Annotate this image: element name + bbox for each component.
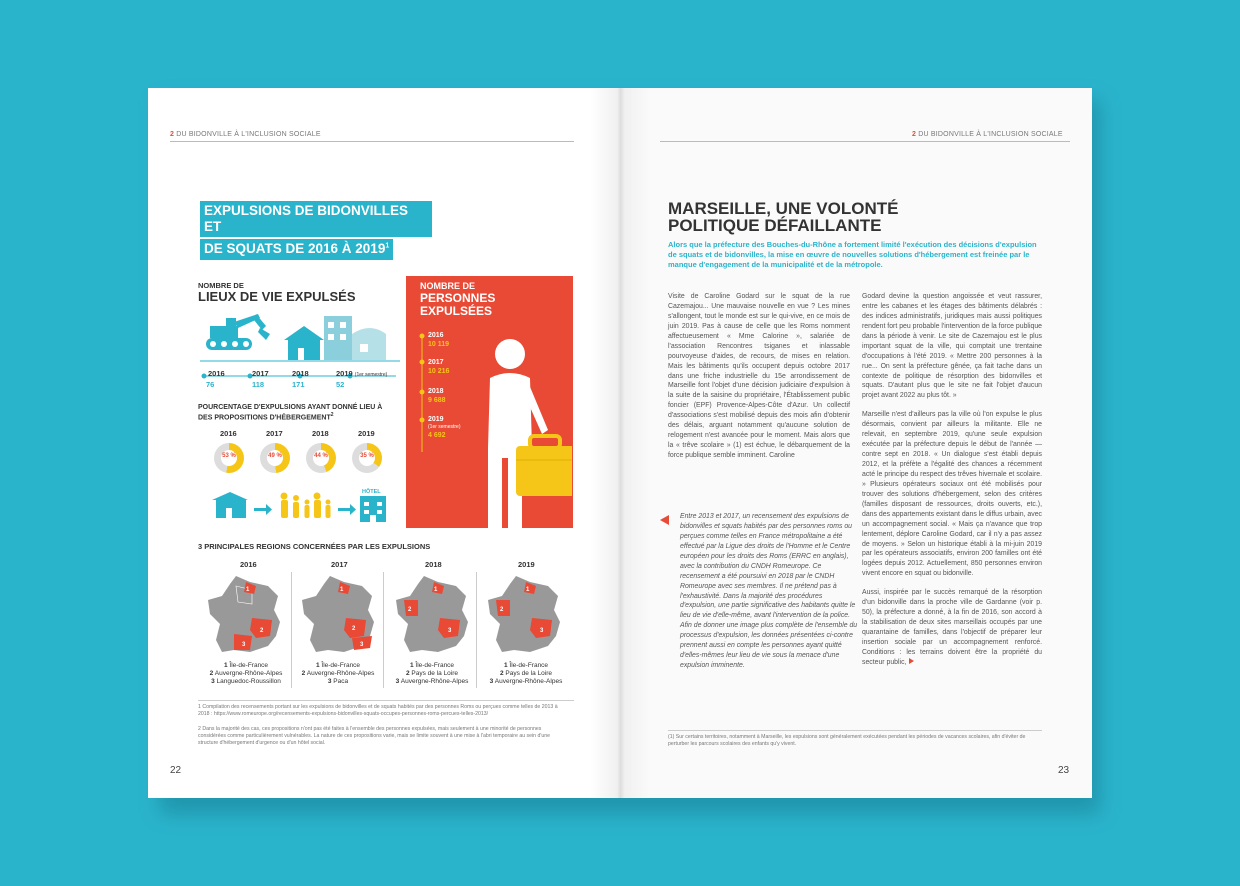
demolition-illustration [200,310,400,362]
person-with-suitcase-icon [472,338,572,528]
personnes-year: 2018 [428,388,444,395]
donut-year: 2017 [266,429,283,438]
map-regions-list: 1 Île-de-France 2 Pays de la Loire 3 Auvergne-Rhône-Alpes [395,662,469,685]
footnote-1: 1 Compilation des recensements portant sur les expulsions de bidonvilles et de squats habités par des personnes Roms ou perçues comme telles de 2013 à 2018 : https://www.romeurope.org/recensements-expulsions-bidonvilles-squats-occupes-personnes-roms-percues-telles-2013/ [198,704,558,718]
personnes-value: 10 119 [428,341,450,348]
map-year: 2017 [331,560,348,569]
chapter-title: DU BIDONVILLE À L'INCLUSION SOCIALE [176,131,321,138]
regions-title: 3 PRINCIPALES REGIONS CONCERNÉES PAR LES EXPULSIONS [198,542,431,551]
timeline-year: 2018 [292,369,309,378]
france-map-2019 [486,574,566,656]
title-line-2: POLITIQUE DÉFAILLANTE [668,216,882,235]
header-rule [660,141,1070,142]
paragraph: Marseille n'est d'ailleurs pas la ville où l'on expulse le plus désormais, convient par ailleurs la militante. Elle ne relevait, en septembre 2019, qu'une seule expulsion exécutée par la préfecture depuis le début de l'année — contre sept en 2018. « Un dialogue s'est établi depuis 2012, et la préfète a l'égalité des chances a récemment acté le principe du respect des trêves hivernale et scolaire. » Plusieurs opérateurs sociaux ont été mobilisés pour trouver des solutions d'hébergement, selon des critères (familles disposant de ressources, droits ouverts, etc.), dans des appartements existant dans le diffus urbain, avec un accompagnement social. « Mais ça n'avance que trop lentement, déplore Caroline Godard, car il n'y a pas assez de moyens. » Selon un historique établi à la mi-juin 2019 par les opérateurs associatifs, environ 200 familles ont été logées depuis 2012. Actuellement, 850 personnes environ vivent encore en squat ou bidonville. [862,411,1042,578]
paragraph: Godard devine la question angoissée et veut rassurer, entre les cabanes et les étages des bâtiments délabrés : des indices administratifs, juridiques mais aussi politiques rendent fort peu probable l'intervention de la force publique dans la période à venir. Le site de Cazemajou est le plus important squat de la ville, qui comptait une trentaine d'occupations à l'été 2019. « Mettre 200 personnes à la rue... On sent la préfecture gênée, ça fait tache dans un contexte de politique de résorption des bidonvilles et squats. D'autant plus que le site ne fait l'objet d'aucun projet avant 2022 au plus tôt. » [862,293,1042,400]
article-column-2 [862,292,1042,677]
personnes-year: 2016 [428,332,444,339]
excavator-icon [206,314,270,350]
shack-icon [212,492,248,518]
lieux-label-small: NOMBRE DE [198,281,244,290]
svg-text:3: 3 [540,628,544,634]
personnes-note: (1er semestre) [428,424,461,430]
paragraph: Visite de Caroline Godard sur le squat de la rue Cazemajou... Une mauvaise nouvelle en vue ? Les mines s'allongent, tout le monde est sur le qui-vive, en ce mois de juin 2019. Pas à cause de celle que les Roms nomment affectueusement « Mme Calorine », salariée de l'association Rencontres tsiganes et inlassable pourvoyeuse d'aides, de recours, de mises en relation. Mais les bâtiments qu'ils occupent depuis octobre 2017 dans une friche industrielle du 15e arrondissement de Marseille font l'objet d'une décision judiciaire d'expulsion à la suite de la saisine du propriétaire, l'Établissement public foncier (EPF) Provence-Alpes-Côte d'Azur. Un collectif d'associations s'est mobilisé depuis des mois afin d'obtenir des délais, arguant notamment qu'aucune solution de relogement n'est avancée pour le moment. Mais alors que la « trêve scolaire » (1) est échue, le débarquement de la force publique semble imminent. Caroline [668,293,850,459]
svg-text:1: 1 [434,587,438,593]
map-regions-list: 1 Île-de-France 2 Pays de la Loire 3 Auvergne-Rhône-Alpes [489,662,563,685]
timeline-year: 2017 [252,369,269,378]
personnes-label-big: PERSONNES EXPULSÉES [420,291,496,319]
quote-marker-icon [660,515,669,525]
article-lead: Alors que la préfecture des Bouches-du-Rhône a fortement limité l'exécution des décisions d'expulsion de squats et de bidonvilles, la mise en œuvre de nouvelles solutions d'hébergement est freinée par le manque d'engagement de la municipalité et de la métropole. [668,240,1037,270]
svg-text:2: 2 [352,626,356,632]
svg-text:2: 2 [408,607,412,613]
svg-text:3: 3 [360,642,364,648]
donut-chart: 53 % [214,443,244,473]
lieux-label-big: LIEUX DE VIE EXPULSÉS [198,289,356,304]
personnes-year: 2019 [428,416,444,423]
svg-text:1: 1 [526,587,530,593]
page-number: 23 [1058,765,1070,776]
donut-chart: 35 % [352,443,382,473]
continue-arrow-icon [909,658,914,664]
left-page [148,88,620,798]
infographic-title [200,201,432,262]
svg-text:1: 1 [246,587,250,593]
paragraph: Aussi, inspirée par le succès remarqué de la résorption d'un bidonville dans la proche ville de Gardanne (voir p. 50), la préfecture a donné, à la fin de 2016, son accord à la stabilisation de deux sites marseillais occupés par une quarantaine de familles, dans l'objectif de préparer leur insertion sociale par un accompagnement renforcé. Conditions : les terrains doivent être la propriété du secteur public, [862,589,1042,666]
article-column-1 [668,292,850,470]
header-rule [170,141,574,142]
page-header [912,131,1063,138]
donut-year: 2016 [220,429,237,438]
map-regions-list: 1 Île-de-France 2 Auvergne-Rhône-Alpes 3 Languedoc-Roussillon [209,662,283,685]
personnes-year: 2017 [428,359,444,366]
map-regions-list: 1 Île-de-France 2 Auvergne-Rhône-Alpes 3 Paca [301,662,375,685]
footnote: (1) Sur certains territoires, notamment à Marseille, les expulsions sont généralement exécutées pendant les périodes de vacances scolaires, afin d'éviter de perturber les parcours scolaires des enfants qu'y vivent. [668,734,1026,748]
france-map-2018 [394,574,474,656]
donut-chart: 44 % [306,443,336,473]
chapter-number: 2 [912,131,917,138]
hotel-sign: HÔTEL [362,489,381,495]
title-line-1: MARSEILLE, UNE VOLONTÉ [668,199,899,218]
timeline-year: 2016 [208,369,225,378]
article-title [668,200,898,234]
page-number: 22 [170,765,182,776]
footnote-rule [198,700,574,701]
footnote-2: 2 Dans la majorité des cas, ces propositions n'ont pas été faites à l'ensemble des personnes expulsées, mais seulement à une minorité de personnes considérées comme particulièrement vulnérables. La nature de ces propositions varie, mais se limite souvent à une mise à l'abri temporaire au sein d'une structure d'hébergement d'urgence ou d'un hôtel social. [198,726,551,747]
map-year: 2016 [240,560,257,569]
title-line-2: DE SQUATS DE 2016 À 2019$^1$ [200,239,393,259]
france-map-2016 [206,574,286,656]
footnote-rule [668,730,1042,731]
arrow-icon [338,504,356,515]
right-page [620,88,1092,798]
map-year: 2018 [425,560,442,569]
pct-title: POURCENTAGE D'EXPULSIONS AYANT DONNÉ LIEU À DES PROPOSITIONS D'HÉBERGEMENT$^2$ [198,404,383,422]
arrow-icon [254,504,272,515]
title-line-1: EXPULSIONS DE BIDONVILLES ET [200,201,432,237]
france-map-2017 [300,574,380,656]
timeline-value: 171 [292,380,305,389]
donut-chart: 49 % [260,443,290,473]
map-year: 2019 [518,560,535,569]
houses-icon [284,316,386,360]
svg-text:1: 1 [340,587,344,593]
page-header [170,131,321,138]
personnes-value: 10 216 [428,368,450,375]
hotel-icon [360,496,386,522]
personnes-label-small: NOMBRE DE [420,281,476,291]
personnes-timeline-line [418,332,426,458]
personnes-value: 4 692 [428,432,446,439]
chapter-title: DU BIDONVILLE À L'INCLUSION SOCIALE [918,131,1063,138]
family-icon [281,493,331,519]
svg-text:2: 2 [260,628,264,634]
personnes-value: 9 688 [428,397,446,404]
svg-text:2: 2 [500,607,504,613]
donut-year: 2019 [358,429,375,438]
sidebar-quote: Entre 2013 et 2017, un recensement des expulsions de bidonvilles et squats habités par des personnes roms ou perçues comme telles en France métropolitaine a été effectué par la Ligue des droits de l'Homme et le Centre européen pour les droits des Roms (ERRC en anglais), avec la contribution du CNDH Romeurope. Ce recensement a été poursuivi en 2018 par le CNDH Romeurope avec ses membres. Il ne prétend pas à l'exhaustivité. Dans la majorité des procédures d'expulsion, une partie significative des habitants quitte le lieu de vie d'elle-même, avant l'intervention de la police. Afin de donner une image plus complète de l'ensemble du processus d'expulsion, les données présentées ci-contre prennent aussi en compte les personnes ayant quitté d'elles-mêmes leur lieu de vie sous la menace d'une expulsion imminente. [680,513,858,670]
donut-year: 2018 [312,429,329,438]
chapter-number: 2 [170,131,175,138]
svg-text:3: 3 [448,628,452,634]
svg-text:3: 3 [242,642,246,648]
timeline-year: 2019 (1er semestre) [336,369,388,378]
timeline-value: 118 [252,380,265,389]
timeline-value: 76 [206,380,215,389]
timeline-value: 52 [336,380,345,389]
personnes-expulsees-box [406,276,573,528]
